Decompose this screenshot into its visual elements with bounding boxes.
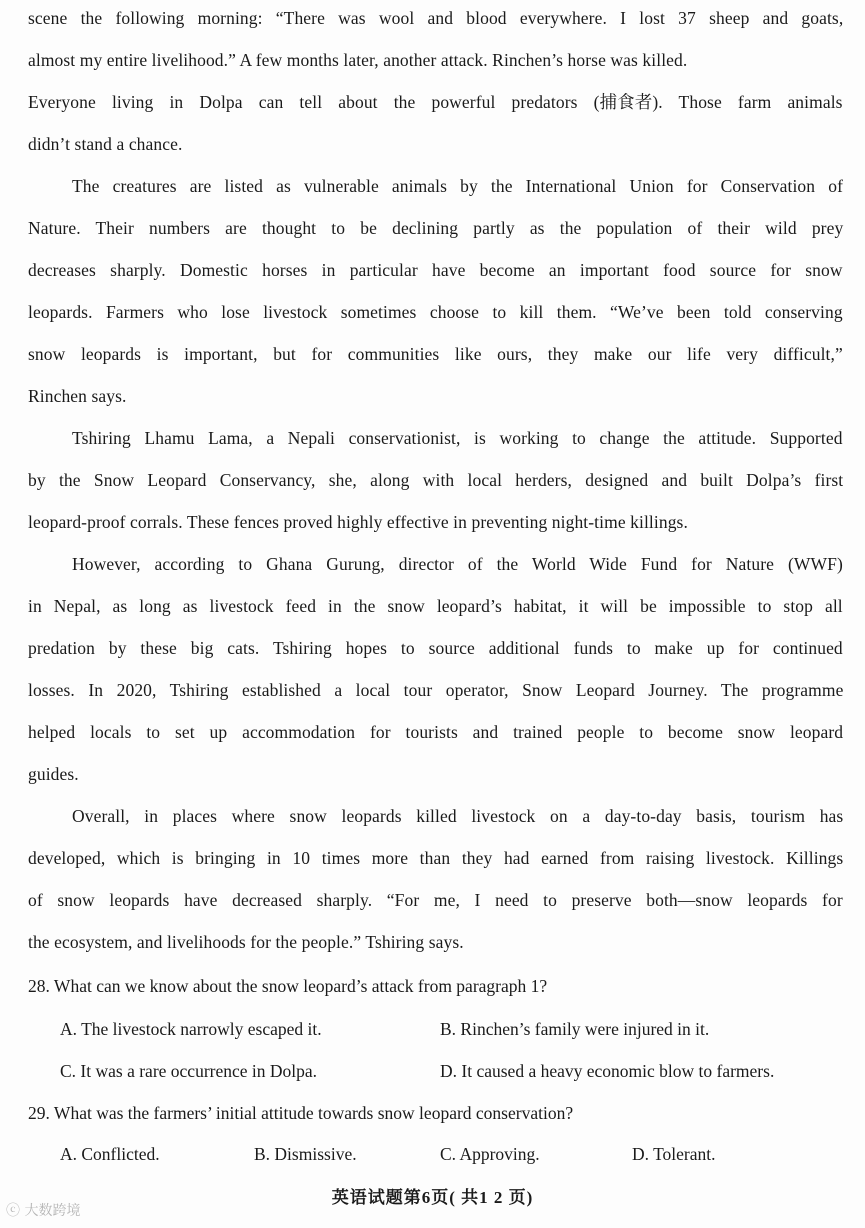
paragraph-line: helped locals to set up accommodation for tourists and trained people to become snow leopard <box>28 722 844 742</box>
option-c[interactable]: C. Approving. <box>440 1144 540 1164</box>
paragraph-line: snow leopards is important, but for communities like ours, they make our life very difficult,” <box>28 344 843 364</box>
option-d[interactable]: D. Tolerant. <box>632 1144 716 1164</box>
paragraph-line: predation by these big cats. Tshiring hopes to source additional funds to make up for continued <box>28 638 843 658</box>
paragraph-line: leopard-proof corrals. These fences proved highly effective in preventing night-time killings. <box>28 512 688 532</box>
paragraph-line: in Nepal, as long as livestock feed in the snow leopard’s habitat, it will be impossible to stop all <box>28 596 843 616</box>
paragraph-line: Nature. Their numbers are thought to be declining partly as the population of their wild prey <box>28 218 844 238</box>
paragraph-line: Tshiring Lhamu Lama, a Nepali conservationist, is working to change the attitude. Supported <box>72 428 843 448</box>
question-stem: 28. What can we know about the snow leopard’s attack from paragraph 1? <box>28 976 548 996</box>
paragraph-line: Rinchen says. <box>28 386 127 406</box>
page-footer: 英语试题第6页( 共1 2 页) <box>331 1188 534 1207</box>
paragraph-line: of snow leopards have decreased sharply. “For me, I need to preserve both—snow leopards for <box>28 890 843 910</box>
paragraph-line: The creatures are listed as vulnerable animals by the International Union for Conservation of <box>72 176 844 196</box>
paragraph-line: decreases sharply. Domestic horses in particular have become an important food source for snow <box>28 260 843 280</box>
option-d[interactable]: D. It caused a heavy economic blow to farmers. <box>440 1061 775 1081</box>
option-a[interactable]: A. The livestock narrowly escaped it. <box>60 1019 322 1039</box>
paragraph-line: Overall, in places where snow leopards killed livestock on a day-to-day basis, tourism has <box>72 806 844 826</box>
paragraph-line: Everyone living in Dolpa can tell about the powerful predators (捕食者). Those farm animals <box>28 92 843 112</box>
paragraph-line: losses. In 2020, Tshiring established a local tour operator, Snow Leopard Journey. The programme <box>28 680 844 700</box>
option-a[interactable]: A. Conflicted. <box>60 1144 160 1164</box>
watermark: ⓒ 大数跨境 <box>6 1203 81 1219</box>
question-stem: 29. What was the farmers’ initial attitude towards snow leopard conservation? <box>28 1103 574 1123</box>
paragraph-line: almost my entire livelihood.” A few months later, another attack. Rinchen’s horse was killed. <box>28 50 688 70</box>
option-b[interactable]: B. Rinchen’s family were injured in it. <box>440 1019 710 1039</box>
paragraph-line: by the Snow Leopard Conservancy, she, along with local herders, designed and built Dolpa’s first <box>28 470 844 490</box>
option-b[interactable]: B. Dismissive. <box>254 1144 357 1164</box>
paragraph-line: However, according to Ghana Gurung, director of the World Wide Fund for Nature (WWF) <box>72 554 843 574</box>
paragraph-line: developed, which is bringing in 10 times more than they had earned from raising livestock. Killings <box>28 848 844 868</box>
paragraph-line: leopards. Farmers who lose livestock sometimes choose to kill them. “We’ve been told conserving <box>28 302 843 322</box>
option-c[interactable]: C. It was a rare occurrence in Dolpa. <box>60 1061 318 1081</box>
paragraph-line: didn’t stand a chance. <box>28 134 183 154</box>
paragraph-line: guides. <box>28 764 79 784</box>
paragraph-line: the ecosystem, and livelihoods for the people.” Tshiring says. <box>28 932 464 952</box>
paragraph-line: scene the following morning: “There was wool and blood everywhere. I lost 37 sheep and goats, <box>28 8 844 28</box>
